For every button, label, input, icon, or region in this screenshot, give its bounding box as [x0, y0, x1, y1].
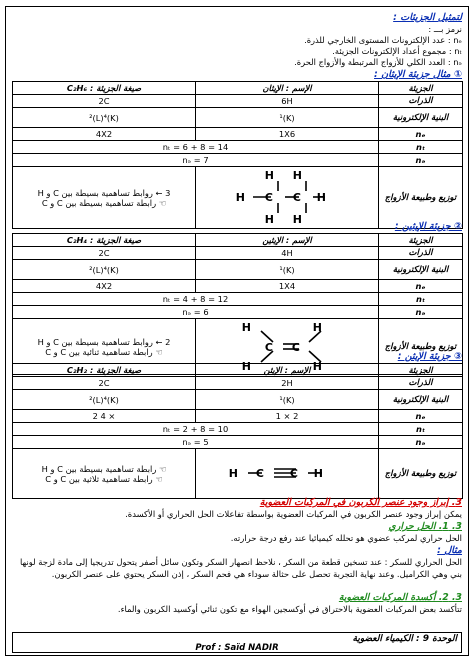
section3-sub1-text: الحل حراري لمركب عضوي هو تحلله كيميائيا عند رفع درجة حرارته. [230, 533, 462, 543]
intro-line-nt: nₜ : مجموع أعداد الإلكترونات الجزيئة. [332, 46, 462, 56]
ethyne-atoms-h: 2H [196, 377, 379, 390]
svg-text:C: C [255, 466, 264, 480]
svg-text:H: H [312, 359, 322, 373]
ethyne-nt-value: nₜ = 2 + 8 = 10 [13, 423, 379, 436]
svg-text:H: H [312, 320, 322, 334]
svg-text:H: H [292, 168, 302, 182]
footer-unit: الوحدة 9 : الكيمياء العضوية [352, 634, 457, 644]
ethene-atoms-c: 2C [13, 247, 196, 260]
ethane-config-c: (K)²(L)⁴ [13, 108, 196, 128]
ethyne-bond-cc: ☜ رابطة تساهمية ثلاثية بين C و C [45, 473, 163, 484]
svg-text:H: H [241, 359, 251, 373]
ethene-ne-label: nₑ [379, 280, 463, 293]
svg-text:C: C [289, 466, 298, 480]
ethyne-ne-h: 2 × 1 [196, 410, 379, 423]
ethyne-header-name: الإسم : الإيثن [196, 364, 379, 377]
svg-text:C: C [292, 190, 301, 204]
ethane-bond-ch: 3 ← روابط تساهمية بسيطة بين C و H [37, 187, 171, 198]
ethyne-atoms-c: 2C [13, 377, 196, 390]
section3-example-label: مثال : [437, 545, 462, 556]
ethane-config-h: (K)¹ [196, 108, 379, 128]
ethene-ne-c: 4X2 [13, 280, 196, 293]
intro-title: لتمثيل الجزيئات : [393, 12, 462, 23]
ethyne-bonds [13, 449, 196, 499]
svg-text:H: H [264, 212, 274, 226]
ethene-bond-ch: 2 ← روابط تساهمية بسيطة بين C و H [37, 336, 171, 347]
ethane-nd-value: nₔ = 7 [13, 154, 379, 167]
ethene-nt-value: nₜ = 4 + 8 = 12 [13, 293, 379, 306]
ethane-bonds [13, 167, 196, 229]
ethane-config-label: البنية الإلكترونية [379, 108, 463, 128]
svg-text:C: C [291, 340, 300, 354]
ethyne-config-label: البنية الإلكترونية [379, 390, 463, 410]
ethane-header-molecule: الجزيئة [379, 82, 463, 95]
ethene-header-name: الإسم : الإيثين [196, 234, 379, 247]
ethane-nd-label: nₔ [379, 154, 463, 167]
ethane-atoms-label: الذرات [379, 95, 463, 108]
svg-text:C: C [264, 190, 273, 204]
ethyne-dist-label: توزيع وطبيعة الأزواج [379, 449, 463, 499]
ethane-dist-label: توزيع وطبيعة الأزواج [379, 167, 463, 229]
ethyne-nd-label: nₔ [379, 436, 463, 449]
ethene-config-h: (K)¹ [196, 260, 379, 280]
ethyne-table [12, 363, 463, 499]
ethane-title: ① مثال جزيئة الإيثان : [374, 69, 462, 80]
intro-line-ne: nₑ : عدد الإلكترونات المستوى الخارجي للذرة. [304, 35, 462, 45]
ethane-header-formula: صيغة الجزيئة : C₂H₆ [13, 82, 196, 95]
ethyne-nt-label: nₜ [379, 423, 463, 436]
ethyne-ne-label: nₑ [379, 410, 463, 423]
ethane-ne-h: 1X6 [196, 128, 379, 141]
ethyne-structure-diagram [228, 458, 342, 488]
section3-intro: يمكن إبراز وجود عنصر الكربون في المركبات العضوية بواسطة تفاعلات الحل الحراري أو الأكسدة. [125, 509, 462, 519]
ethene-atoms-h: 4H [196, 247, 379, 260]
ethene-bond-cc: ☜ رابطة تساهمية ثنائية بين C و C [45, 346, 163, 357]
ethane-bond-cc: ☜ رابطة تساهمية بسيطة بين C و C [41, 197, 167, 208]
svg-text:H: H [264, 168, 274, 182]
ethene-nd-value: nₔ = 6 [13, 306, 379, 319]
ethyne-structure [196, 449, 379, 499]
ethane-nt-value: nₜ = 6 + 8 = 14 [13, 141, 379, 154]
ethene-dist-label: توزيع وطبيعة الأزواج [379, 319, 463, 375]
ethane-ne-c: 4X2 [13, 128, 196, 141]
ethyne-bond-ch: ☜ رابطة تساهمية بسيطة بين C و H [41, 463, 167, 474]
svg-text:H: H [313, 466, 323, 480]
section3-sub1-title: 3. 1. الحل حراري [388, 521, 462, 532]
ethyne-title: ③ جزيئة الإيثن : [397, 351, 462, 362]
ethane-header-name: الإسم : الإيثان [196, 82, 379, 95]
ethene-header-molecule: الجزيئة [379, 234, 463, 247]
ethene-table [12, 233, 463, 375]
svg-text:H: H [292, 212, 302, 226]
svg-text:H: H [241, 320, 251, 334]
ethane-atoms-c: 2C [13, 95, 196, 108]
ethene-title: ② جزيئة الإيثين : [394, 221, 462, 232]
ethane-structure [196, 167, 379, 229]
svg-text:H: H [228, 466, 238, 480]
svg-text:H: H [316, 190, 326, 204]
section3-sub2-title: 3. 2. أكسدة المركبات العضوية [338, 592, 462, 603]
ethane-ne-label: nₑ [379, 128, 463, 141]
section3-title: 3. إبراز وجود عنصر الكربون في المركبات العضوية [259, 497, 462, 508]
footer-prof: Prof : Saïd NADIR [195, 643, 279, 653]
ethene-ne-h: 1X4 [196, 280, 379, 293]
ethene-nt-label: nₜ [379, 293, 463, 306]
ethyne-nd-value: nₔ = 5 [13, 436, 379, 449]
ethane-atoms-h: 6H [196, 95, 379, 108]
intro-line-0: نرمز بـــ : [428, 24, 462, 34]
ethyne-ne-c: × 4 2 [13, 410, 196, 423]
ethene-config-c: (K)²(L)⁴ [13, 260, 196, 280]
ethyne-config-c: (K)²(L)⁴ [13, 390, 196, 410]
section3-example-text: الحل الحراري للسكر : عند تسخين قطعة من السكر ، نلاحظ انصهار السكر وتكون سائل أصفر يتحول تدريجيا إلى مادة لزجة لونها بني وهي الكراميل. وعند نهاية التجربة تحصل على حثالة سوداء هي فحم السكر ، إذن السكر يحتوي على عنصر الكربون. [19, 557, 462, 579]
svg-text:H: H [235, 190, 245, 204]
ethyne-header-formula: صيغة الجزيئة : C₂H₂ [13, 364, 196, 377]
intro-line-nd: nₔ : العدد الكلي للأزواج المرتبطة والأزواج الحرة. [294, 57, 462, 67]
ethane-nt-label: nₜ [379, 141, 463, 154]
ethyne-header-molecule: الجزيئة [379, 364, 463, 377]
ethene-nd-label: nₔ [379, 306, 463, 319]
svg-text:C: C [264, 340, 273, 354]
ethane-table [12, 81, 463, 229]
ethyne-atoms-label: الذرات [379, 377, 463, 390]
page-footer [12, 632, 462, 653]
ethane-structure-diagram [237, 169, 337, 225]
ethene-header-formula: صيغة الجزيئة : C₂H₄ [13, 234, 196, 247]
ethyne-config-h: (K)¹ [196, 390, 379, 410]
ethene-config-label: البنية الإلكترونية [379, 260, 463, 280]
ethene-atoms-label: الذرات [379, 247, 463, 260]
section3-sub2-text: تتأكسد بعض المركبات العضوية بالاحتراق في أوكسجين الهواء مع تكون ثنائي أوكسيد الكربون والماء. [117, 604, 462, 614]
